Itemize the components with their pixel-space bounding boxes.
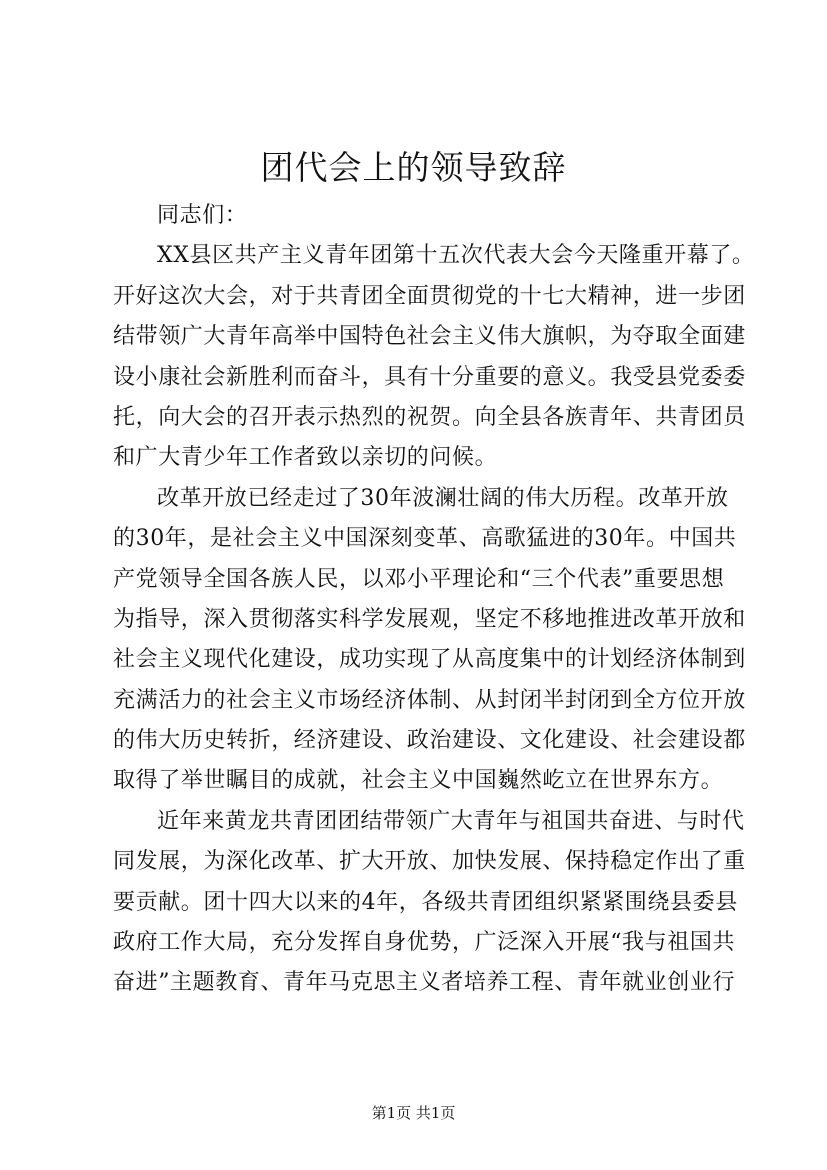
document-title: 团代会上的领导致辞 — [260, 148, 567, 187]
text-line: 结带领广大青年高举中国特色社会主义伟大旗帜，为夺取全面建 — [113, 324, 746, 350]
text-line: 设小康社会新胜利而奋斗，具有十分重要的意义。我受县党委委 — [113, 364, 746, 390]
document-body — [113, 196, 755, 1004]
text-line: 社会主义现代化建设，成功实现了从高度集中的计划经济体制到 — [113, 647, 746, 673]
page-number: 第1页 共1页 — [371, 1104, 456, 1122]
text-line: 的伟大历史转折，经济建设、政治建设、文化建设、社会建设都 — [113, 728, 746, 754]
text-line: XX县区共产主义青年团第十五次代表大会今天隆重开幕了。 — [157, 243, 755, 269]
text-line: 奋进”主题教育、青年马克思主义者培养工程、青年就业创业行 — [113, 970, 736, 996]
text-line: 为指导，深入贯彻落实科学发展观，坚定不移地推进改革开放和 — [113, 606, 746, 632]
text-line: 政府工作大局，充分发挥自身优势，广泛深入开展“我与祖国共 — [113, 930, 736, 956]
text-line: 要贡献。团十四大以来的4年，各级共青团组织紧紧围绕县委县 — [113, 889, 738, 915]
text-line: 同发展，为深化改革、扩大开放、加快发展、保持稳定作出了重 — [113, 849, 746, 875]
text-line: 和广大青少年工作者致以亲切的问候。 — [113, 445, 498, 471]
text-line: 产党领导全国各族人民，以邓小平理论和“三个代表”重要思想 — [113, 566, 725, 592]
text-line: 开好这次大会，对于共青团全面贯彻党的十七大精神，进一步团 — [113, 283, 746, 309]
text-line: 的30年，是社会主义中国深刻变革、高歌猛进的30年。中国共 — [113, 526, 737, 552]
text-line: 托，向大会的召开表示热烈的祝贺。向全县各族青年、共青团员 — [113, 404, 746, 430]
text-line: 近年来黄龙共青团团结带领广大青年与祖国共奋进、与时代 — [157, 808, 745, 834]
text-line: 改革开放已经走过了30年波澜壮阔的伟大历程。改革开放 — [157, 485, 729, 511]
text-line: 充满活力的社会主义市场经济体制、从封闭半封闭到全方位开放 — [113, 687, 746, 713]
text-line: 取得了举世瞩目的成就，社会主义中国巍然屹立在世界东方。 — [113, 768, 724, 794]
salutation: 同志们： — [157, 203, 248, 228]
